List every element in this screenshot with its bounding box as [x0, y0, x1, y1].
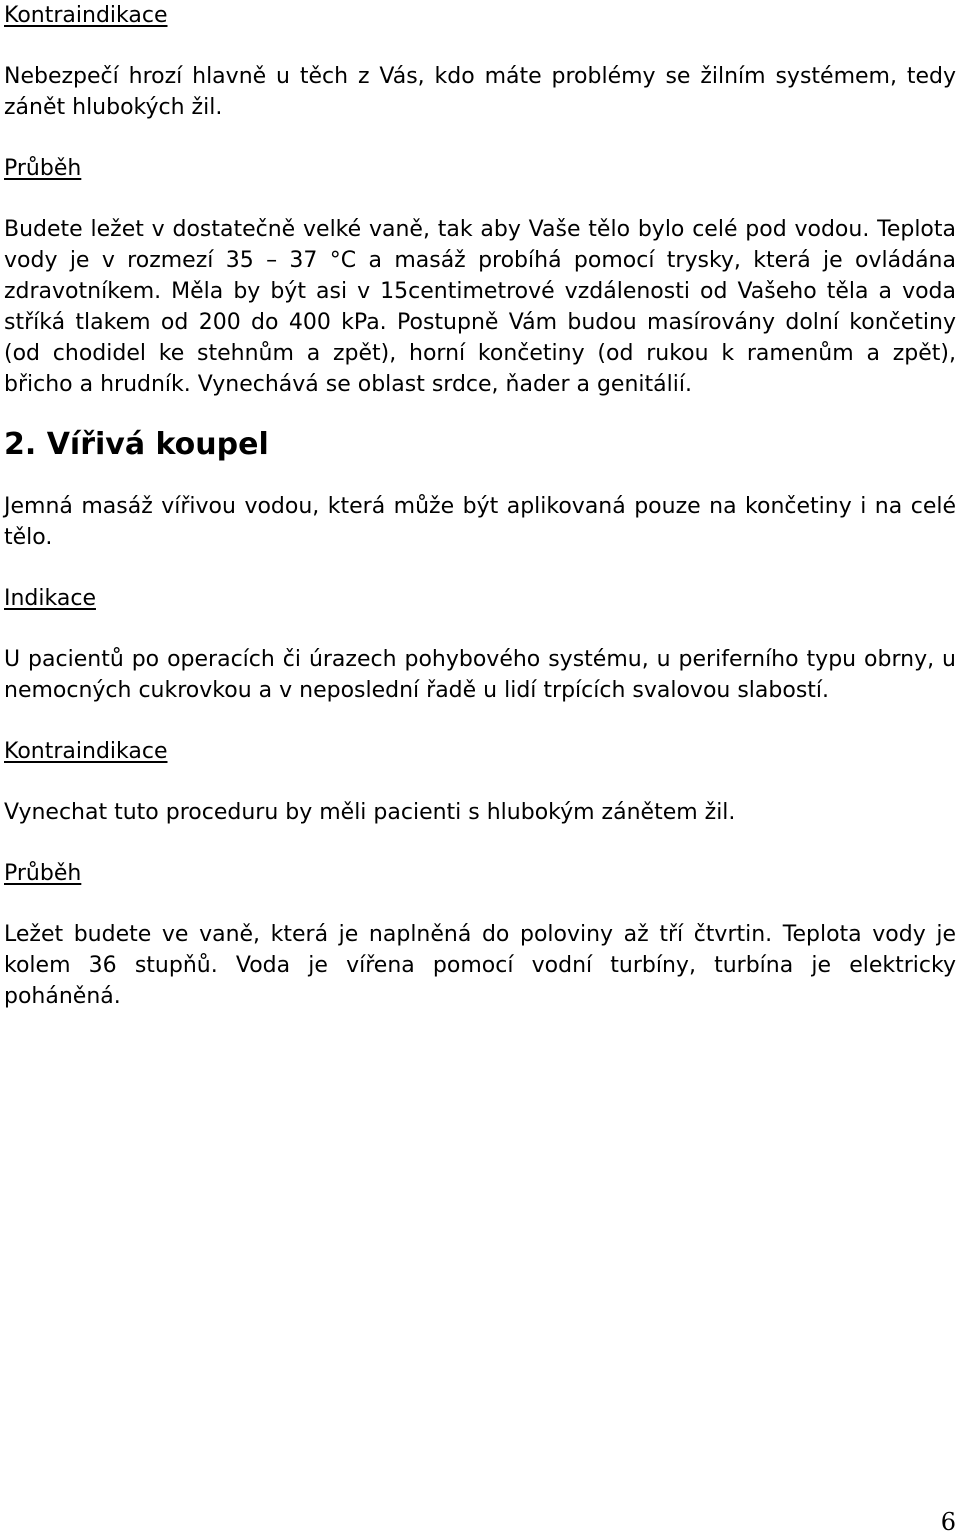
whirlpool-contraindications-heading: Kontraindikace — [4, 739, 168, 764]
contraindications-heading: Kontraindikace — [4, 3, 168, 28]
procedure-paragraph: Budete ležet v dostatečně velké vaně, tak aby Vaše tělo bylo celé pod vodou. Teplota vody je v rozmezí 35 – 37 °C a masáž probíhá pomocí trysky, která je ovládána zdravotníkem. Měla by být asi v 15centimetrové vzdálenosti od Vašeho těla a voda stříká tlakem od 200 do 400 kPa. Postupně Vám budou masírovány dolní končetiny (od chodidel ke stehnům a zpět), horní končetiny (od rukou k ramenům a zpět), břicho a hrudník. Vynechává se oblast srdce, ňader a genitálií. — [4, 217, 956, 397]
page-number: 6 — [940, 1508, 956, 1536]
document-page — [4, 0, 956, 1012]
whirlpool-intro-paragraph: Jemná masáž vířivou vodou, která může být aplikovaná pouze na končetiny i na celé tělo. — [4, 494, 956, 550]
indications-paragraph: U pacientů po operacích či úrazech pohybového systému, u periferního typu obrny, u nemocných cukrovkou a v neposlední řadě u lidí trpících svalovou slabostí. — [4, 647, 956, 703]
whirlpool-procedure-heading: Průběh — [4, 861, 82, 886]
section-title-whirlpool-bath: 2. Vířivá koupel — [4, 427, 269, 462]
contraindications-paragraph: Nebezpečí hrozí hlavně u těch z Vás, kdo máte problémy se žilním systémem, tedy zánět hlubokých žil. — [4, 64, 956, 120]
whirlpool-procedure-paragraph: Ležet budete ve vaně, která je naplněná do poloviny až tří čtvrtin. Teplota vody je kolem 36 stupňů. Voda je vířena pomocí vodní turbíny, turbína je elektricky poháněná. — [4, 922, 956, 1009]
procedure-heading: Průběh — [4, 156, 82, 181]
indications-heading: Indikace — [4, 586, 96, 611]
whirlpool-contraindications-paragraph: Vynechat tuto proceduru by měli pacienti s hlubokým zánětem žil. — [4, 800, 736, 825]
